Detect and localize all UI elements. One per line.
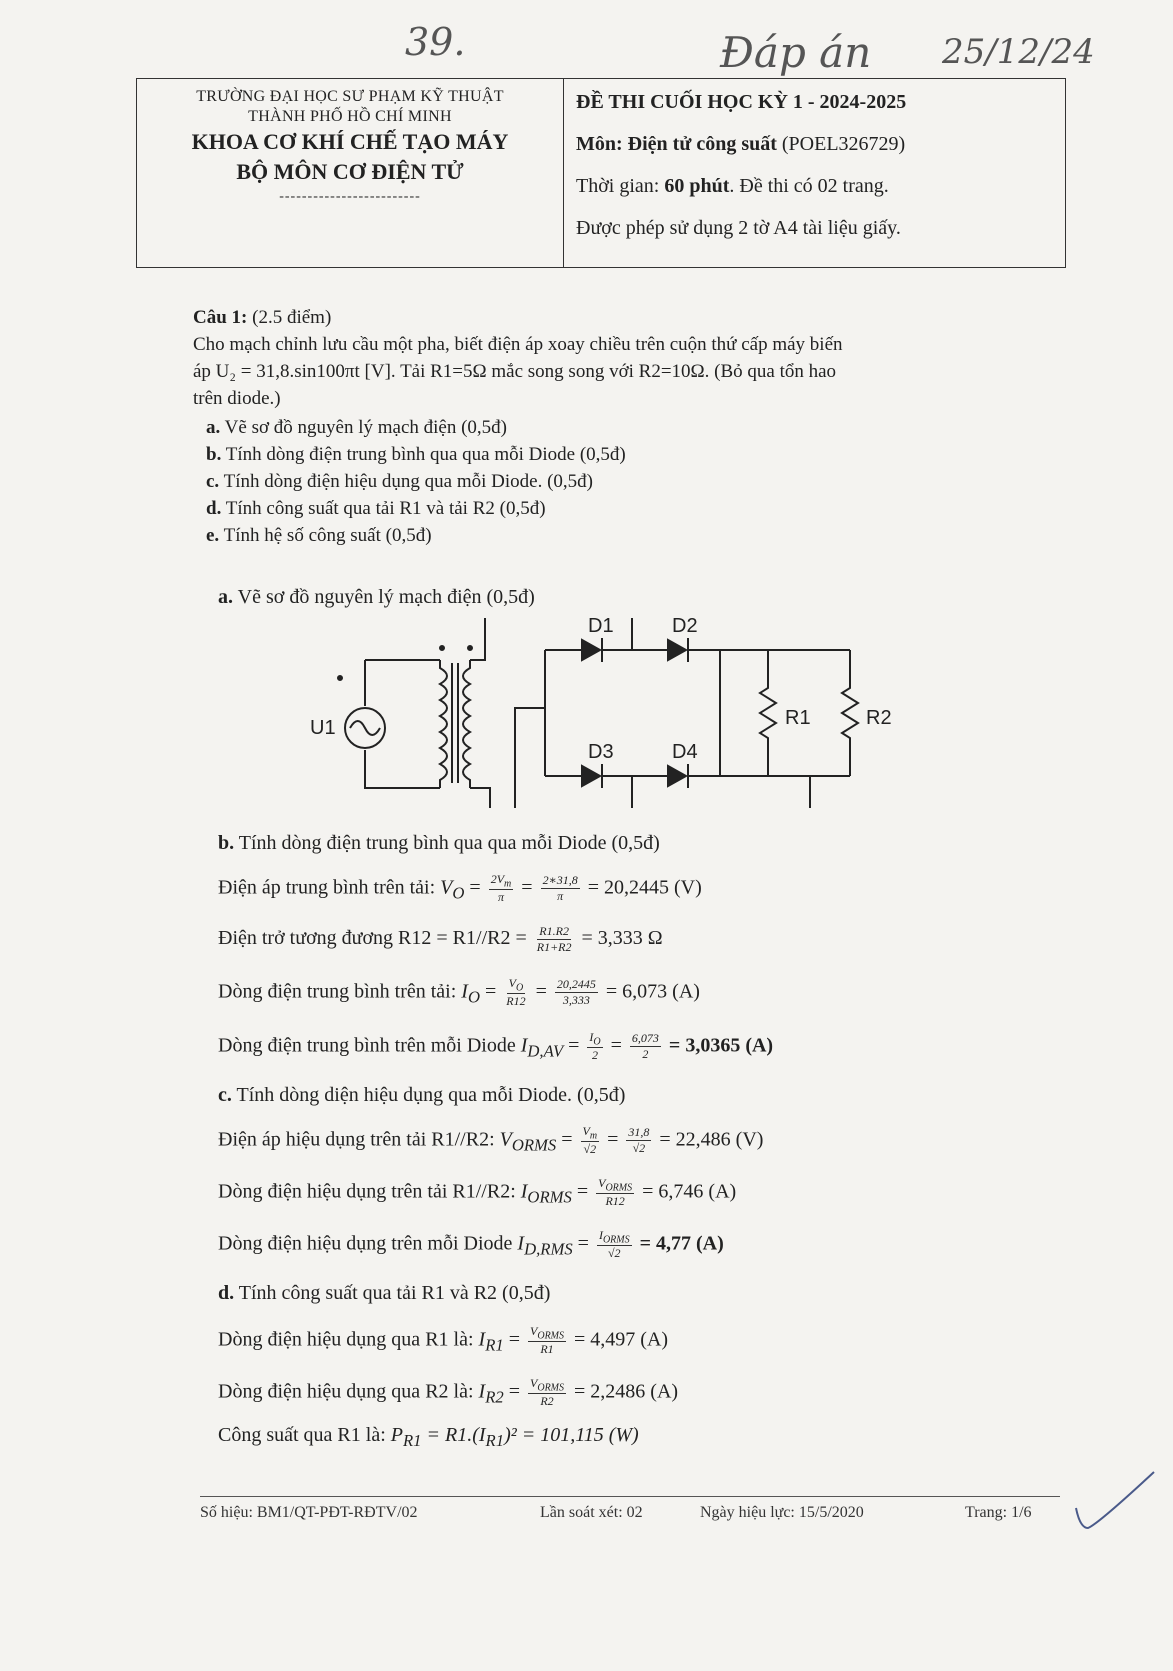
fraction-num: I [598,1228,603,1242]
fraction [528,1376,566,1409]
solution-c-heading [218,1084,625,1107]
fraction-den: 3,333 [562,993,590,1008]
diode-label: D1 [588,618,614,637]
question-1 [193,304,1043,549]
equation-subscript: ORMS [527,1187,572,1207]
question-part [193,441,1043,468]
equation-subscript: O [452,883,465,903]
equation-rms-load-current: Dòng điện hiệu dụng trên tải R1//R2: $I_{ORMS}$ = $\frac{V_{ORMS}}{R12}$ = 6,746 (A) [218,1176,737,1209]
institution-block [137,79,564,267]
footer-divider [200,1496,1060,1497]
equation-label: Dòng điện trung bình trên mỗi Diode [218,1034,516,1057]
fraction [581,1124,600,1157]
equation-symbol: I [520,1034,528,1057]
diode-label: D4 [672,741,698,763]
fraction [587,1030,602,1063]
solution-a-heading [218,586,535,609]
equation-result: = 6,073 (A) [605,980,700,1003]
exam-title: ĐỀ THI CUỐI HỌC KỲ 1 - 2024-2025 [576,91,907,113]
university-line2: THÀNH PHỐ HỒ CHÍ MINH [248,108,452,125]
question-parts [193,414,1043,549]
fraction-num-sub: m [589,1130,598,1142]
solution-d-heading [218,1282,550,1305]
fraction-den: √2 [607,1246,621,1261]
equation-symbol: I [520,1180,528,1203]
equation-symbol: P [390,1424,403,1446]
fraction-num: I [589,1030,594,1044]
part-text: Tính hệ số công suất (0,5đ) [223,525,432,546]
question-part [193,495,1043,522]
equation-subscript: ORMS [511,1135,557,1155]
fraction-den: R12 [605,1194,625,1209]
faculty-name: KHOA CƠ KHÍ CHẾ TẠO MÁY [191,129,509,154]
fraction-num: V [530,1324,538,1338]
part-text: Tính công suất qua tải R1 và tải R2 (0,5đ) [225,498,546,519]
footer-doc-code: Số hiệu: BM1/QT-PĐT-RĐTV/02 [200,1504,418,1521]
solution-label: c. [218,1084,232,1106]
question-part [193,468,1043,495]
equation-subscript: D,AV [527,1041,564,1061]
equation-avg-diode-current: Dòng điện trung bình trên mỗi Diode $I_{D,AV}$ = $\frac{I_O}{2}$ = $\frac{6,073}{2}$ = 3,0365 (A) [218,1030,774,1063]
bridge-rectifier-circuit [300,618,940,808]
question-part [193,522,1043,549]
solution-label: a. [218,586,233,608]
fraction [489,872,514,905]
fraction-num-sub: ORMS [537,1330,565,1342]
equation-subscript: R1 [485,1335,504,1355]
part-text: Vẽ sơ đồ nguyên lý mạch điện (0,5đ) [224,417,507,438]
department-name: BỘ MÔN CƠ ĐIỆN TỬ [236,159,464,184]
solution-b-heading [218,832,660,855]
fraction-den: √2 [583,1142,597,1157]
diode-label: D2 [672,618,698,637]
equation-result: = 20,2445 (V) [587,876,702,899]
equation-symbol: I [517,1232,525,1255]
equation-avg-voltage: Điện áp trung bình trên tải: $V_O$ = $\frac{2V_m}{\pi}$ = $\frac{2∗31,8}{\pi}$ = 20,2445 (V) [218,872,702,905]
fraction-den: π [557,889,564,904]
resistor-label: R1 [785,707,811,729]
fraction-num: V [508,976,516,990]
secondary-coil [463,660,470,788]
part-label: c. [206,471,220,492]
equation-label: Điện áp trung bình trên tải: [218,876,436,899]
solution-label: b. [218,832,235,854]
polarity-dot [338,676,342,680]
part-label: e. [206,525,220,546]
fraction [626,1125,651,1156]
equation-result: = 4,77 (A) [639,1232,724,1255]
diode-d1 [582,638,602,662]
source-label: U1 [310,717,336,739]
subject-label: Môn: Điện tử công suất [576,133,777,155]
subject-line [576,129,1053,159]
fraction-num-sub: ORMS [605,1182,633,1194]
equation-expression: = R1.(I [426,1424,486,1446]
solution-heading-text: Tính công suất qua tải R1 và R2 (0,5đ) [238,1282,551,1304]
footer-effective-date: Ngày hiệu lực: 15/5/2020 [700,1504,864,1521]
equation-rms-voltage: Điện áp hiệu dụng trên tải R1//R2: $V_{ORMS}$ = $\frac{V_m}{√2}$ = $\frac{31,8}{√2}$ = 22,486 (V) [218,1124,764,1157]
equation-symbol: I [461,980,468,1003]
equation-result: = 22,486 (V) [659,1128,764,1151]
part-text: Tính dòng điện hiệu dụng qua mỗi Diode. (0,5đ) [223,471,593,492]
part-label: b. [206,444,222,465]
time-suffix: . Đề thi có 02 trang. [729,175,889,197]
fraction [555,977,598,1008]
fraction [596,1176,634,1209]
equation-label: Dòng điện trung bình trên tải: [218,980,457,1003]
equation-label: Dòng điện hiệu dụng trên tải R1//R2: [218,1180,516,1203]
equation-result: )² = 101,115 (W) [504,1424,639,1446]
equation-avg-load-current: Dòng điện trung bình trên tải: $I_O$ = $\frac{V_O}{R12}$ = $\frac{20,2445}{3,333}$ = 6,073 (A) [218,976,700,1009]
equation-r1-power [218,1424,639,1451]
equation-result: = 3,0365 (A) [668,1034,774,1057]
fraction-num: 2V [490,872,505,886]
equation-subscript: R1 [402,1431,422,1450]
time-value: 60 phút [664,175,730,197]
fraction-den: 2 [642,1047,649,1062]
time-line [576,171,1053,201]
fraction-den: 2 [592,1048,599,1063]
fraction-num: V [530,1376,538,1390]
solution-heading-text: Tính dòng điện trung bình qua qua mỗi Diode (0,5đ) [238,832,660,854]
time-prefix: Thời gian: [576,175,660,197]
fraction-num: 6,073 [631,1031,659,1046]
secondary-wire-bottom [470,776,632,808]
materials-note: Được phép sử dụng 2 tờ A4 tài liệu giấy. [576,217,901,239]
fraction-num: R1.R2 [539,924,569,938]
equation-result: = 4,497 (A) [574,1328,669,1351]
polarity-dot [440,646,444,650]
equation-subscript: R2 [485,1387,504,1407]
fraction [541,873,580,904]
fraction [504,976,527,1009]
bridge-return-wire [515,708,810,808]
equation-rms-diode-current: Dòng điện hiệu dụng trên mỗi Diode $I_{D,RMS}$ = $\frac{I_{ORMS}}{√2}$ = 4,77 (A) [218,1228,724,1261]
equation-subscript: D,RMS [524,1239,573,1259]
exam-info-block [564,79,1065,267]
fraction-num-sub: ORMS [602,1234,630,1246]
handwritten-number: 39. [405,20,466,64]
exam-header [136,78,1066,268]
fraction [528,1324,566,1357]
fraction-num: 2∗31,8 [542,873,578,888]
fraction-num: 20,2445 [556,977,596,992]
equation-r1-current: Dòng điện hiệu dụng qua R1 là: $I_{R1}$ = $\frac{V_{ORMS}}{R1}$ = 4,497 (A) [218,1324,669,1357]
subject-code: (POEL326729) [781,133,906,155]
equation-label: Dòng điện hiệu dụng qua R2 là: [218,1380,474,1403]
part-label: a. [206,417,221,438]
fraction-num: V [598,1176,606,1190]
fraction-num: 31,8 [628,1125,650,1140]
checkmark-icon [1070,1470,1160,1540]
equation-label: Điện áp hiệu dụng trên tải R1//R2: [218,1128,495,1151]
equation-symbol: V [440,876,453,899]
question-text-line1: Cho mạch chỉnh lưu cầu một pha, biết điện áp xoay chiều trên cuộn thứ cấp máy biến [193,334,843,355]
diode-d4 [668,764,688,788]
fraction-num-sub: ORMS [537,1382,565,1394]
fraction-num-sub: O [593,1036,601,1048]
equation-label: Công suất qua R1 là: [218,1424,386,1446]
equation-symbol: V [499,1128,512,1151]
diode-d2 [668,638,688,662]
diode-label: D3 [588,741,614,763]
fraction-den: π [497,890,504,905]
fraction-num-sub: O [516,982,524,994]
question-points: (2.5 điểm) [252,307,332,328]
fraction [535,924,574,955]
primary-coil [440,660,447,788]
university-line1: TRƯỜNG ĐẠI HỌC SƯ PHẠM KỸ THUẬT [196,88,504,105]
fraction [597,1228,632,1261]
footer-revision: Lần soát xét: 02 [540,1504,643,1521]
equation-label: Dòng điện hiệu dụng qua R1 là: [218,1328,474,1351]
polarity-dot [468,646,472,650]
question-part [193,414,1043,441]
fraction-num: V [582,1124,590,1138]
equation-subscript: R1 [485,1431,505,1450]
solution-label: d. [218,1282,235,1304]
fraction [630,1031,661,1062]
equation-symbol: I [478,1328,486,1351]
fraction-den: √2 [632,1141,646,1156]
equation-symbol: I [478,1380,486,1403]
fraction-num-sub: m [504,878,512,890]
equation-result: = 6,746 (A) [642,1180,737,1203]
equation-result: = 2,2486 (A) [574,1380,679,1403]
equation-subscript: O [467,987,480,1007]
fraction-den: R1+R2 [536,940,572,954]
fraction-den: R1 [540,1342,554,1357]
equation-result: = 3,333 Ω [581,927,663,950]
solution-heading-text: Vẽ sơ đồ nguyên lý mạch điện (0,5đ) [237,586,535,608]
footer-page-number: Trang: 1/6 [965,1504,1032,1521]
resistor-label: R2 [866,707,892,729]
equation-r2-current: Dòng điện hiệu dụng qua R2 là: $I_{R2}$ = $\frac{V_{ORMS}}{R2}$ = 2,2486 (A) [218,1376,679,1409]
part-text: Tính dòng điện trung bình qua qua mỗi Diode (0,5đ) [225,444,626,465]
question-title-line [193,304,1043,331]
solution-heading-text: Tính dòng diện hiệu dụng qua mỗi Diode. (0,5đ) [236,1084,626,1106]
header-divider: ------------------------- [279,189,421,204]
question-title: Câu 1: [193,307,248,328]
equation-label: Điện trở tương đương R12 = R1//R2 = [218,927,527,950]
handwritten-answer-mark: Đáp án [720,28,872,77]
question-text-line2: áp U₂ = 31,8.sin100πt [V]. Tải R1=5Ω mắc song song với R2=10Ω. (Bỏ qua tổn hao [193,361,837,382]
diode-d3 [582,764,602,788]
resistor-r1 [760,650,776,776]
handwritten-date: 25/12/24 [942,32,1095,72]
fraction-den: R2 [540,1394,554,1409]
equation-label: Dòng điện hiệu dụng trên mỗi Diode [218,1232,513,1255]
ac-source-wave [350,721,380,735]
resistor-r2 [842,650,858,776]
part-label: d. [206,498,222,519]
question-text-line3: trên diode.) [193,388,281,409]
equation-equivalent-resistance [218,924,663,955]
fraction-den: R12 [506,994,526,1009]
primary-wire [365,660,440,788]
